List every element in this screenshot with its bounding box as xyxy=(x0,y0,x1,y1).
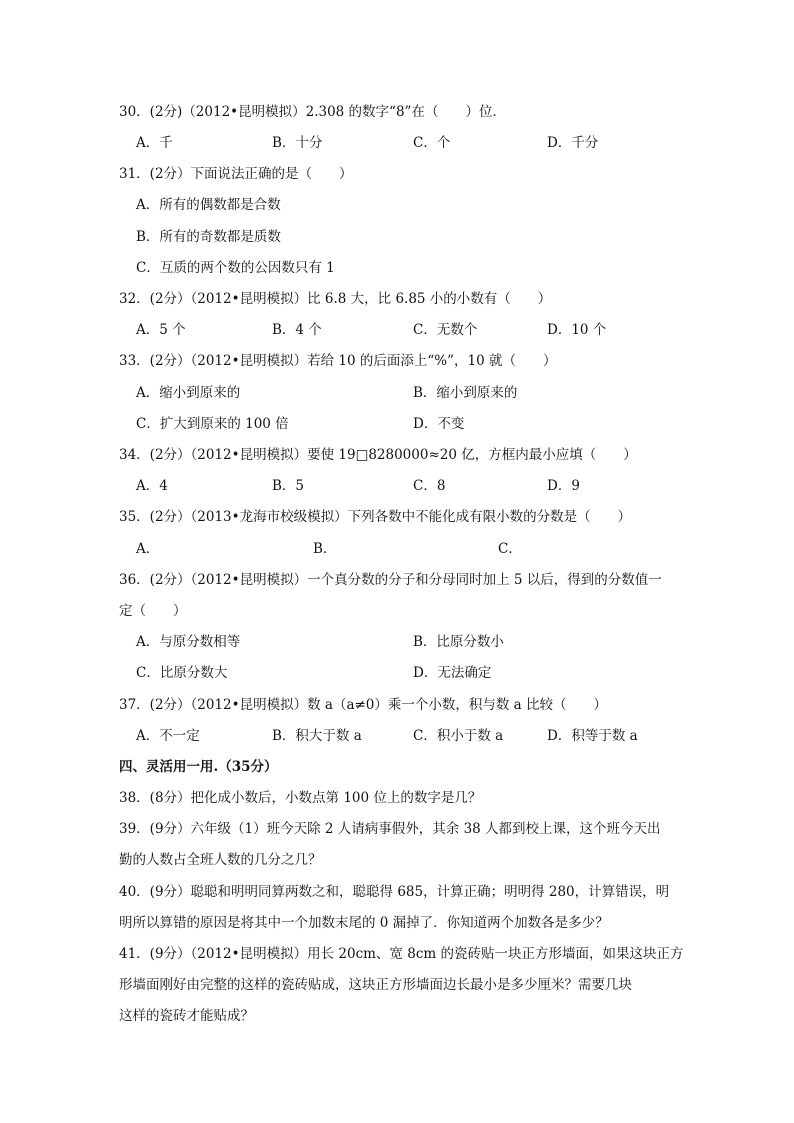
q34-option-c: C．8 xyxy=(413,478,446,494)
question-30-stem: 30．(2分)（2012•昆明模拟）2.308 的数字“8”在（ ）位． xyxy=(119,104,506,120)
question-34-stem: 34．(2分）（2012•昆明模拟）要使 19□8280000≈20 亿，方框内最小应填（ ） xyxy=(119,447,637,463)
q32-option-d: D．10 个 xyxy=(547,322,607,338)
q32-option-a: A．5 个 xyxy=(136,322,186,338)
q30-option-d: D．千分 xyxy=(547,135,599,151)
q36-option-b: B．比原分数小 xyxy=(413,634,504,650)
q31-option-b: B．所有的奇数都是质数 xyxy=(136,229,281,245)
question-36-stem-line1: 36．(2分）（2012•昆明模拟）一个真分数的分子和分母同时加上 5 以后，得到的分数值一 xyxy=(119,572,662,588)
q32-option-b: B．4 个 xyxy=(272,322,322,338)
question-41-line2: 形墙面刚好由完整的这样的瓷砖贴成，这块正方形墙面边长最小是多少厘米？需要几块 xyxy=(119,977,632,993)
question-40-line2: 明所以算错的原因是将其中一个加数末尾的 0 漏掉了．你知道两个加数各是多少？ xyxy=(119,915,609,931)
q33-option-a: A．缩小到原来的 xyxy=(136,385,241,401)
q30-option-a: A．千 xyxy=(136,135,173,151)
question-37-stem: 37．(2分）（2012•昆明模拟）数 a（a≠0）乘一个小数，积与数 a 比较（ ） xyxy=(119,697,608,713)
q37-option-c: C．积小于数 a xyxy=(413,728,504,744)
question-38: 38．(8分）把化成小数后，小数点第 100 位上的数字是几？ xyxy=(119,790,482,806)
question-41-line1: 41．(9分）（2012•昆明模拟）用长 20cm、宽 8cm 的瓷砖贴一块正方形墙面，如果这块正方 xyxy=(119,946,684,962)
q34-option-b: B．5 xyxy=(272,478,305,494)
question-33-stem: 33．(2分）（2012•昆明模拟）若给 10 的后面添上“%”，10 就（ ） xyxy=(119,353,557,369)
q34-option-d: D．9 xyxy=(547,478,580,494)
q32-option-c: C．无数个 xyxy=(413,322,478,338)
q37-option-b: B．积大于数 a xyxy=(272,728,362,744)
question-39-line1: 39．(9分）六年级（1）班今天除 2 人请病事假外，其余 38 人都到校上课，这个班今天出 xyxy=(119,821,661,837)
q33-option-c: C．扩大到原来的 100 倍 xyxy=(136,416,289,432)
q30-option-b: B．十分 xyxy=(272,135,323,151)
q35-option-b: B． xyxy=(313,541,337,557)
q37-option-a: A．不一定 xyxy=(136,728,200,744)
question-36-stem-line2: 定（ ） xyxy=(119,603,187,619)
question-39-line2: 勤的人数占全班人数的几分之几？ xyxy=(119,852,322,868)
question-35-stem: 35．(2分）（2013•龙海市校级模拟）下列各数中不能化成有限小数的分数是（ ） xyxy=(119,509,632,525)
q36-option-d: D．无法确定 xyxy=(413,665,492,681)
question-31-stem: 31．(2分）下面说法正确的是（ ） xyxy=(119,166,353,182)
q33-option-b: B．缩小到原来的 xyxy=(413,385,518,401)
section-4-title: 四、灵活用一用.（35分） xyxy=(119,759,278,775)
q35-option-a: A． xyxy=(136,541,160,557)
q30-option-c: C．个 xyxy=(413,135,451,151)
question-32-stem: 32．(2分）（2012•昆明模拟）比 6.8 大，比 6.85 小的小数有（ ） xyxy=(119,291,552,307)
question-40-line1: 40．(9分）聪聪和明明同算两数之和，聪聪得 685，计算正确；明明得 280，计算错误，明 xyxy=(119,884,670,900)
q35-option-c: C． xyxy=(498,541,522,557)
q31-option-a: A．所有的偶数都是合数 xyxy=(136,197,281,213)
q36-option-c: C．比原分数大 xyxy=(136,665,228,681)
question-41-line3: 这样的瓷砖才能贴成？ xyxy=(119,1008,254,1024)
q33-option-d: D．不变 xyxy=(413,416,465,432)
q36-option-a: A．与原分数相等 xyxy=(136,634,241,650)
q34-option-a: A．4 xyxy=(136,478,168,494)
q31-option-c: C．互质的两个数的公因数只有 1 xyxy=(136,260,335,276)
q37-option-d: D．积等于数 a xyxy=(547,728,638,744)
